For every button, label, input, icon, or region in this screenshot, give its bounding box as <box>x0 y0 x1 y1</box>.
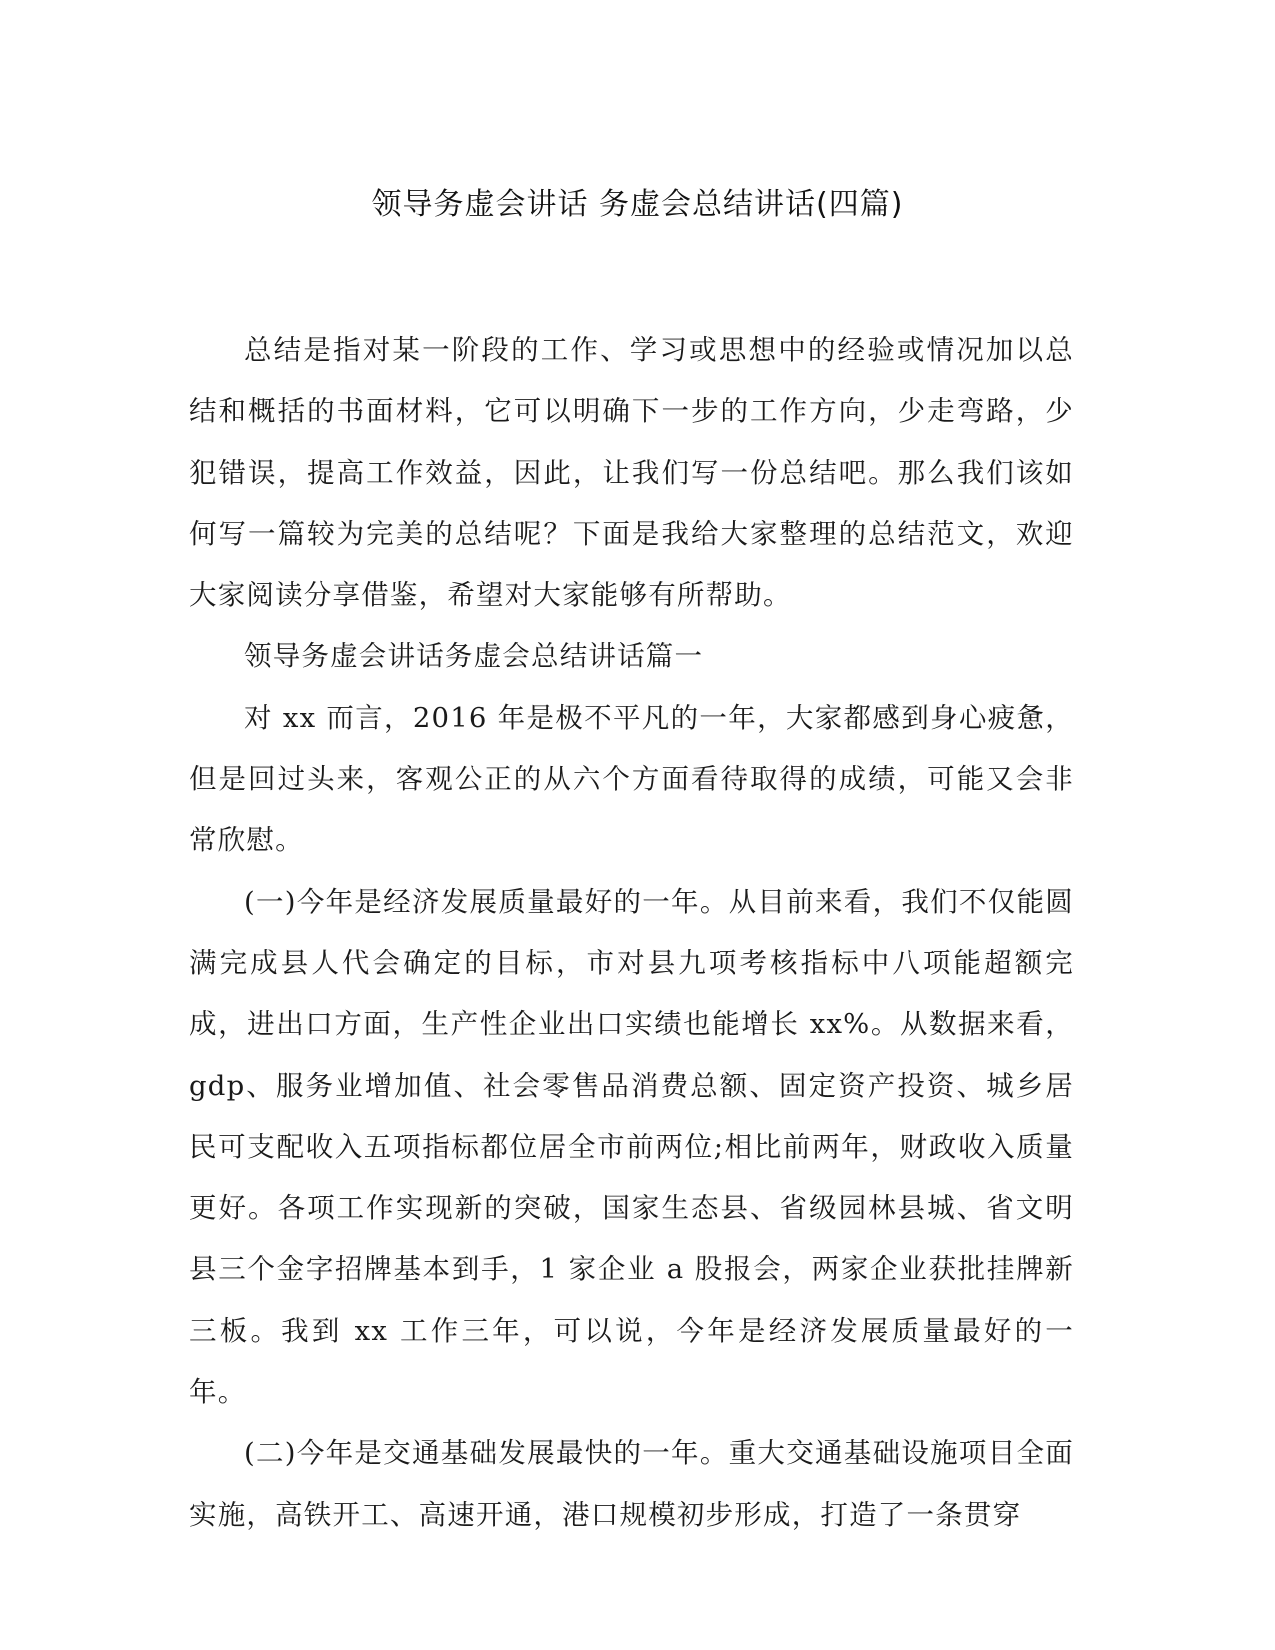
document-title: 领导务虚会讲话 务虚会总结讲话(四篇) <box>371 187 904 222</box>
intro-paragraph: 总结是指对某一阶段的工作、学习或思想中的经验或情况加以总结和概括的书面材料，它可以明确下一步的工作方向，少走弯路，少犯错误，提高工作效益，因此，让我们写一份总结吧。那么我们该如何写一篇较为完美的总结呢？下面是我给大家整理的总结范文，欢迎大家阅读分享借鉴，希望对大家能够有所帮助。 <box>189 334 1074 612</box>
body-paragraph: 对 xx 而言，2016 年是极不平凡的一年，大家都感到身心疲惫，但是回过头来，客观公正的从六个方面看待取得的成绩，可能又会非常欣慰。 <box>189 701 1074 857</box>
body-paragraph: (二)今年是交通基础发展最快的一年。重大交通基础设施项目全面实施，高铁开工、高速开通，港口规模初步形成，打造了一条贯穿 <box>189 1437 1074 1531</box>
section-heading: 领导务虚会讲话务虚会总结讲话篇一 <box>244 640 704 673</box>
document-body <box>189 320 1074 1546</box>
body-paragraph: (一)今年是经济发展质量最好的一年。从目前来看，我们不仅能圆满完成县人代会确定的目标，市对县九项考核指标中八项能超额完成，进出口方面，生产性企业出口实绩也能增长 xx%。从数据来看，gdp、服务业增加值、社会零售品消费总额、固定资产投资、城乡居民可支配收入五项指标都位居全市前两位;相比前两年，财政收入质量更好。各项工作实现新的突破，国家生态县、省级园林县城、省文明县三个金字招牌基本到手，1 家企业 a 股报会，两家企业获批挂牌新三板。我到 xx 工作三年，可以说，今年是经济发展质量最好的一年。 <box>189 885 1074 1409</box>
